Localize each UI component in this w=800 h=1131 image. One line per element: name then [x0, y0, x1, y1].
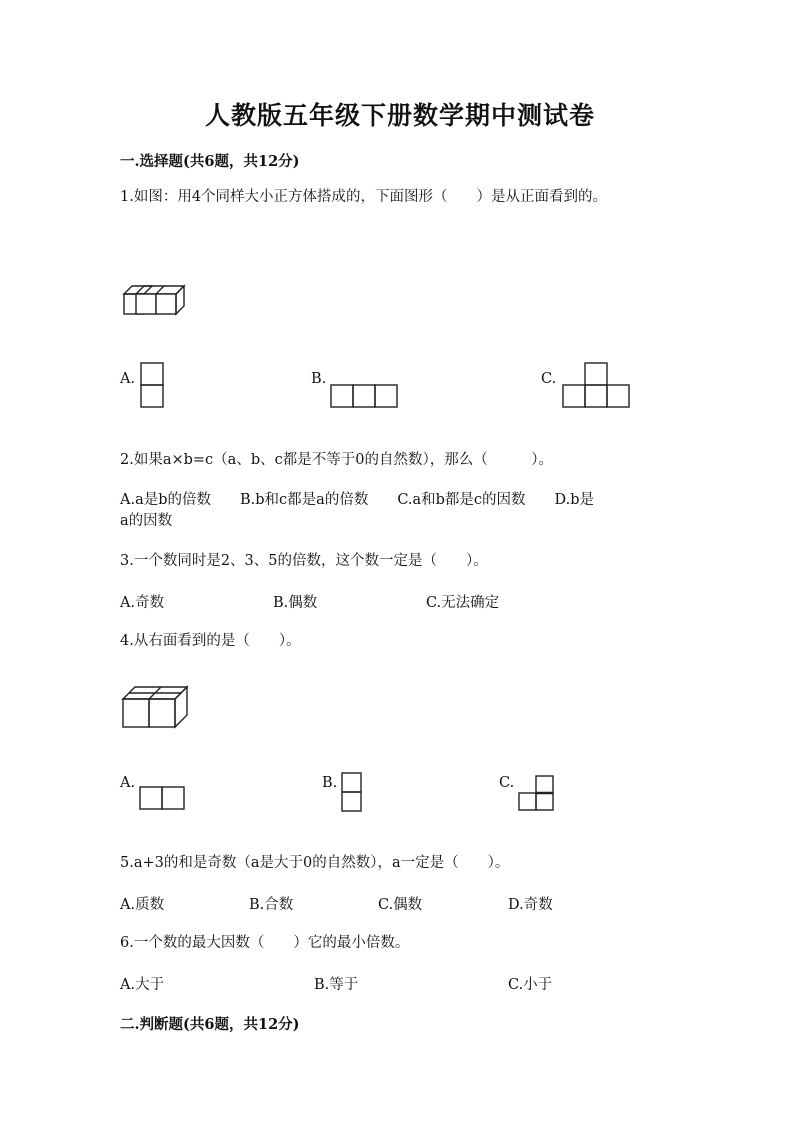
cube-front-2 [156, 294, 176, 314]
square [353, 385, 375, 407]
square [162, 787, 184, 809]
q1-option-a-label[interactable]: A. [120, 371, 136, 387]
q4-option-b-figure[interactable] [341, 772, 363, 812]
q5-option-c[interactable]: C.偶数 [378, 897, 423, 913]
page-title: 人教版五年级下册数学期中测试卷 [204, 101, 595, 130]
q3-option-b[interactable]: B.偶数 [273, 595, 318, 611]
cube-side-face [176, 286, 184, 314]
q1-option-c-label[interactable]: C. [541, 371, 557, 387]
q3-option-a[interactable]: A.奇数 [120, 595, 165, 611]
q4-option-a-label[interactable]: A. [120, 775, 136, 791]
square [375, 385, 397, 407]
square [140, 787, 162, 809]
question-4-text: 4.从右面看到的是（ ）。 [120, 633, 301, 649]
question-4-cube-figure [121, 685, 189, 731]
cube-front-1 [136, 294, 156, 314]
square [536, 776, 553, 793]
square [607, 385, 629, 407]
section-heading-judgment: 二.判断题(共6题，共12分) [120, 1016, 300, 1033]
q6-option-a[interactable]: A.大于 [120, 977, 165, 993]
q1-option-b-figure[interactable] [330, 384, 398, 408]
question-2-text: 2.如果a×b=c（a、b、c都是不等于0的自然数），那么（ ）。 [120, 452, 553, 468]
cube-front-2 [149, 699, 175, 727]
q5-option-a[interactable]: A.质数 [120, 897, 165, 913]
cube-front-1 [123, 699, 149, 727]
square [342, 773, 361, 792]
question-2-options-line-2[interactable]: a的因数 [120, 513, 173, 529]
q5-option-b[interactable]: B.合数 [249, 897, 294, 913]
q1-option-b-label[interactable]: B. [311, 371, 327, 387]
q6-option-c[interactable]: C.小于 [508, 977, 553, 993]
q6-option-b[interactable]: B.等于 [314, 977, 359, 993]
question-3-text: 3.一个数同时是2、3、5的倍数，这个数一定是（ ）。 [120, 553, 488, 569]
section-heading-choice: 一.选择题(共6题，共12分) [120, 153, 300, 170]
cube-edge [156, 286, 164, 294]
q4-option-c-label[interactable]: C. [499, 775, 515, 791]
question-6-text: 6.一个数的最大因数（ ）它的最小倍数。 [120, 935, 410, 951]
square [519, 793, 536, 810]
square [141, 363, 163, 385]
square [342, 792, 361, 811]
square [585, 363, 607, 385]
square [331, 385, 353, 407]
question-1-cube-figure [120, 282, 190, 318]
q4-option-b-label[interactable]: B. [322, 775, 338, 791]
square [585, 385, 607, 407]
question-2-options-line-1[interactable]: A.a是b的倍数 B.b和c都是a的倍数 C.a和b都是c的因数 D.b是 [120, 492, 595, 508]
square [536, 793, 553, 810]
q3-option-c[interactable]: C.无法确定 [426, 595, 500, 611]
square [141, 385, 163, 407]
question-5-text: 5.a+3的和是奇数（a是大于0的自然数），a一定是（ ）。 [120, 855, 510, 871]
q4-option-a-figure[interactable] [139, 786, 185, 810]
q4-option-c-figure[interactable] [518, 775, 556, 811]
question-1-text: 1.如图：用4个同样大小正方体搭成的，下面图形（ ）是从正面看到的。 [120, 189, 608, 205]
q1-option-a-figure[interactable] [140, 362, 164, 408]
q5-option-d[interactable]: D.奇数 [508, 897, 553, 913]
q1-option-c-figure[interactable] [562, 362, 630, 408]
square [563, 385, 585, 407]
